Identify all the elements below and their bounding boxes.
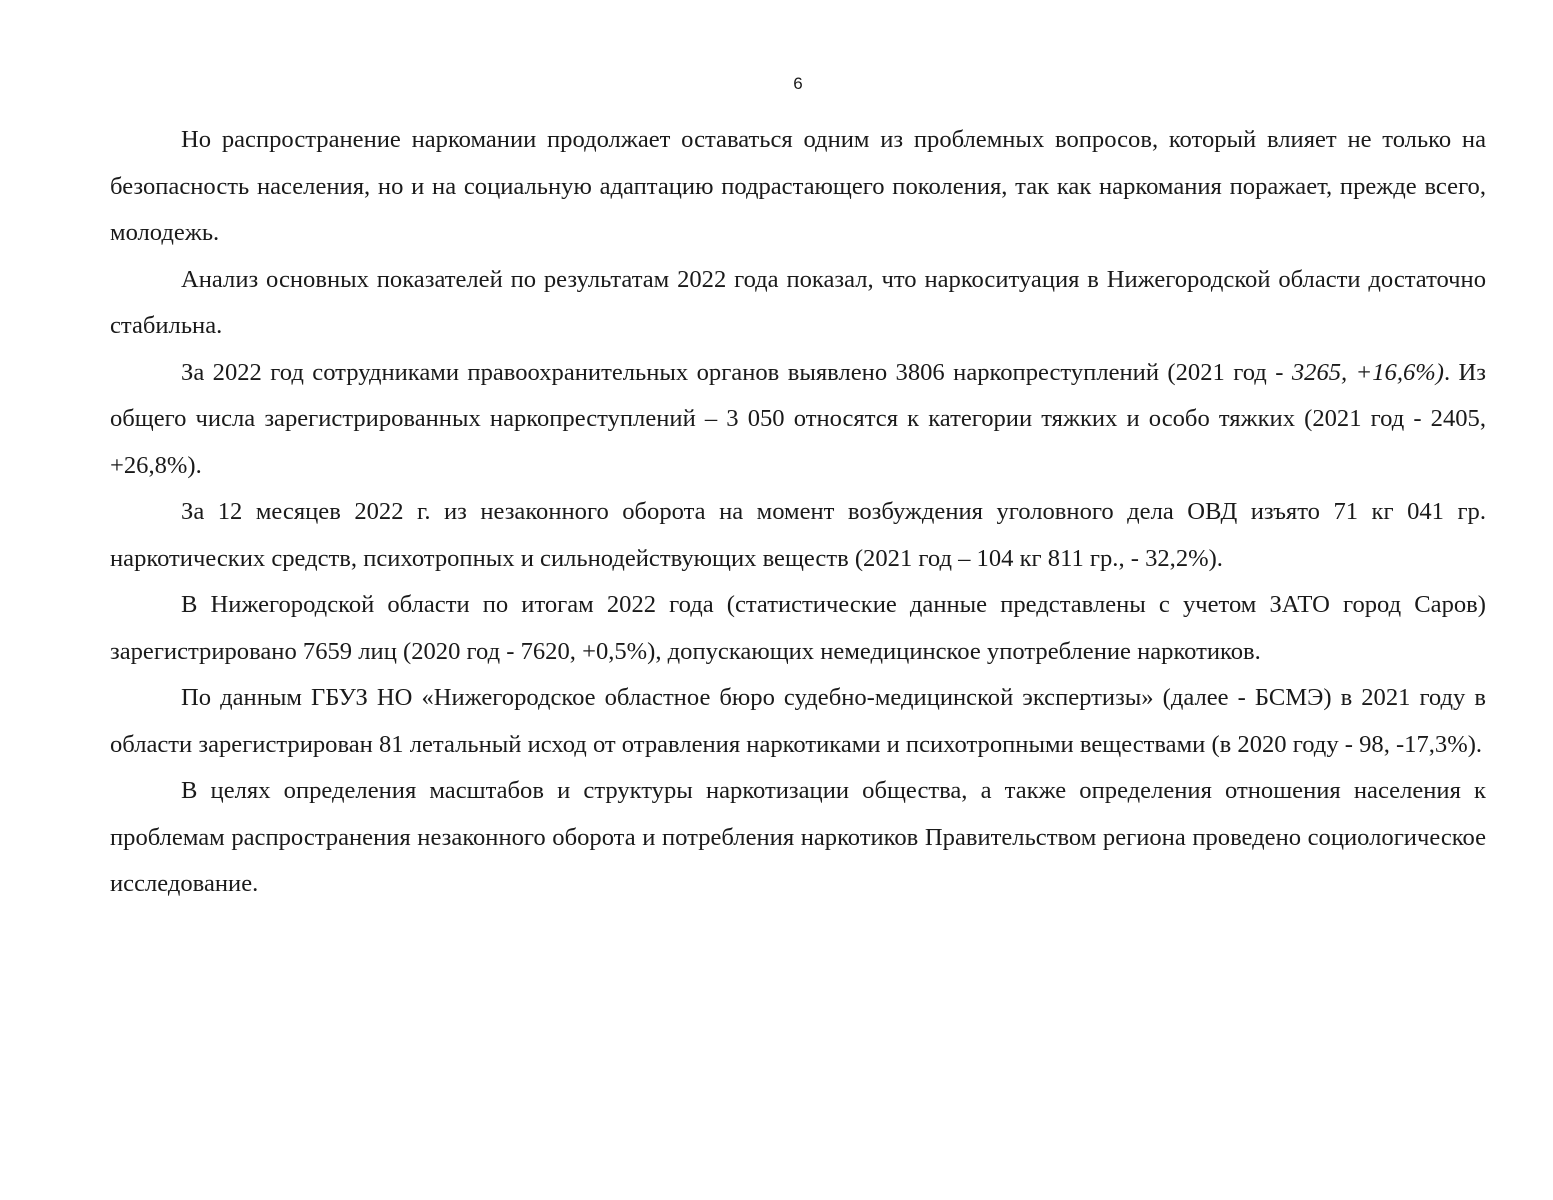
crimes-text-end: . Из общего числа зарегистрированных наркопреступлений – 3 050 относятся к категории тяжких и особо тяжких (2021 год - 2405, +26,8%). — [110, 358, 1487, 479]
crimes-text-start: За 2022 год сотрудниками правоохранительных органов выявлено 3806 наркопреступлений (2021 год - — [181, 358, 1292, 386]
paragraph-drug-problem: Но распространение наркомании продолжает оставаться одним из проблемных вопросов, который влияет не только на безопасность населения, но и на социальную адаптацию подрастающего поколения, так как наркомания поражает, прежде всего, молодежь. — [110, 126, 1486, 246]
paragraph-fatalities: По данным ГБУЗ НО «Нижегородское областное бюро судебно-медицинской экспертизы» (далее - БСМЭ) в 2021 году в области зарегистрирован 81 летальный исход от отравления наркотиками и психотропными веществами (в 2020 году - 98, -17,3%). — [110, 684, 1486, 758]
paragraph-analysis: Анализ основных показателей по результатам 2022 года показал, что наркоситуация в Нижегородской области достаточно стабильна. — [110, 265, 1486, 339]
paragraph-crimes — [110, 350, 1486, 490]
crimes-text-italic: 3265, +16,6%) — [1291, 358, 1444, 386]
document-body — [110, 117, 1486, 908]
paragraph-sociological-study: В целях определения масштабов и структуры наркотизации общества, а также определения отношения населения к проблемам распространения незаконного оборота и потребления наркотиков Правительством региона проведено социологическое исследование. — [110, 777, 1486, 897]
page-number: 6 — [793, 74, 803, 93]
paragraph-seizures: За 12 месяцев 2022 г. из незаконного оборота на момент возбуждения уголовного дела ОВД изъято 71 кг 041 гр. наркотических средств, психотропных и сильнодействующих веществ (2021 год – 104 кг 811 гр., - 32,2%). — [110, 498, 1486, 572]
paragraph-registered-persons: В Нижегородской области по итогам 2022 года (статистические данные представлены с учетом ЗАТО город Саров) зарегистрировано 7659 лиц (2020 год - 7620, +0,5%), допускающих немедицинское употребление наркотиков. — [110, 591, 1486, 665]
